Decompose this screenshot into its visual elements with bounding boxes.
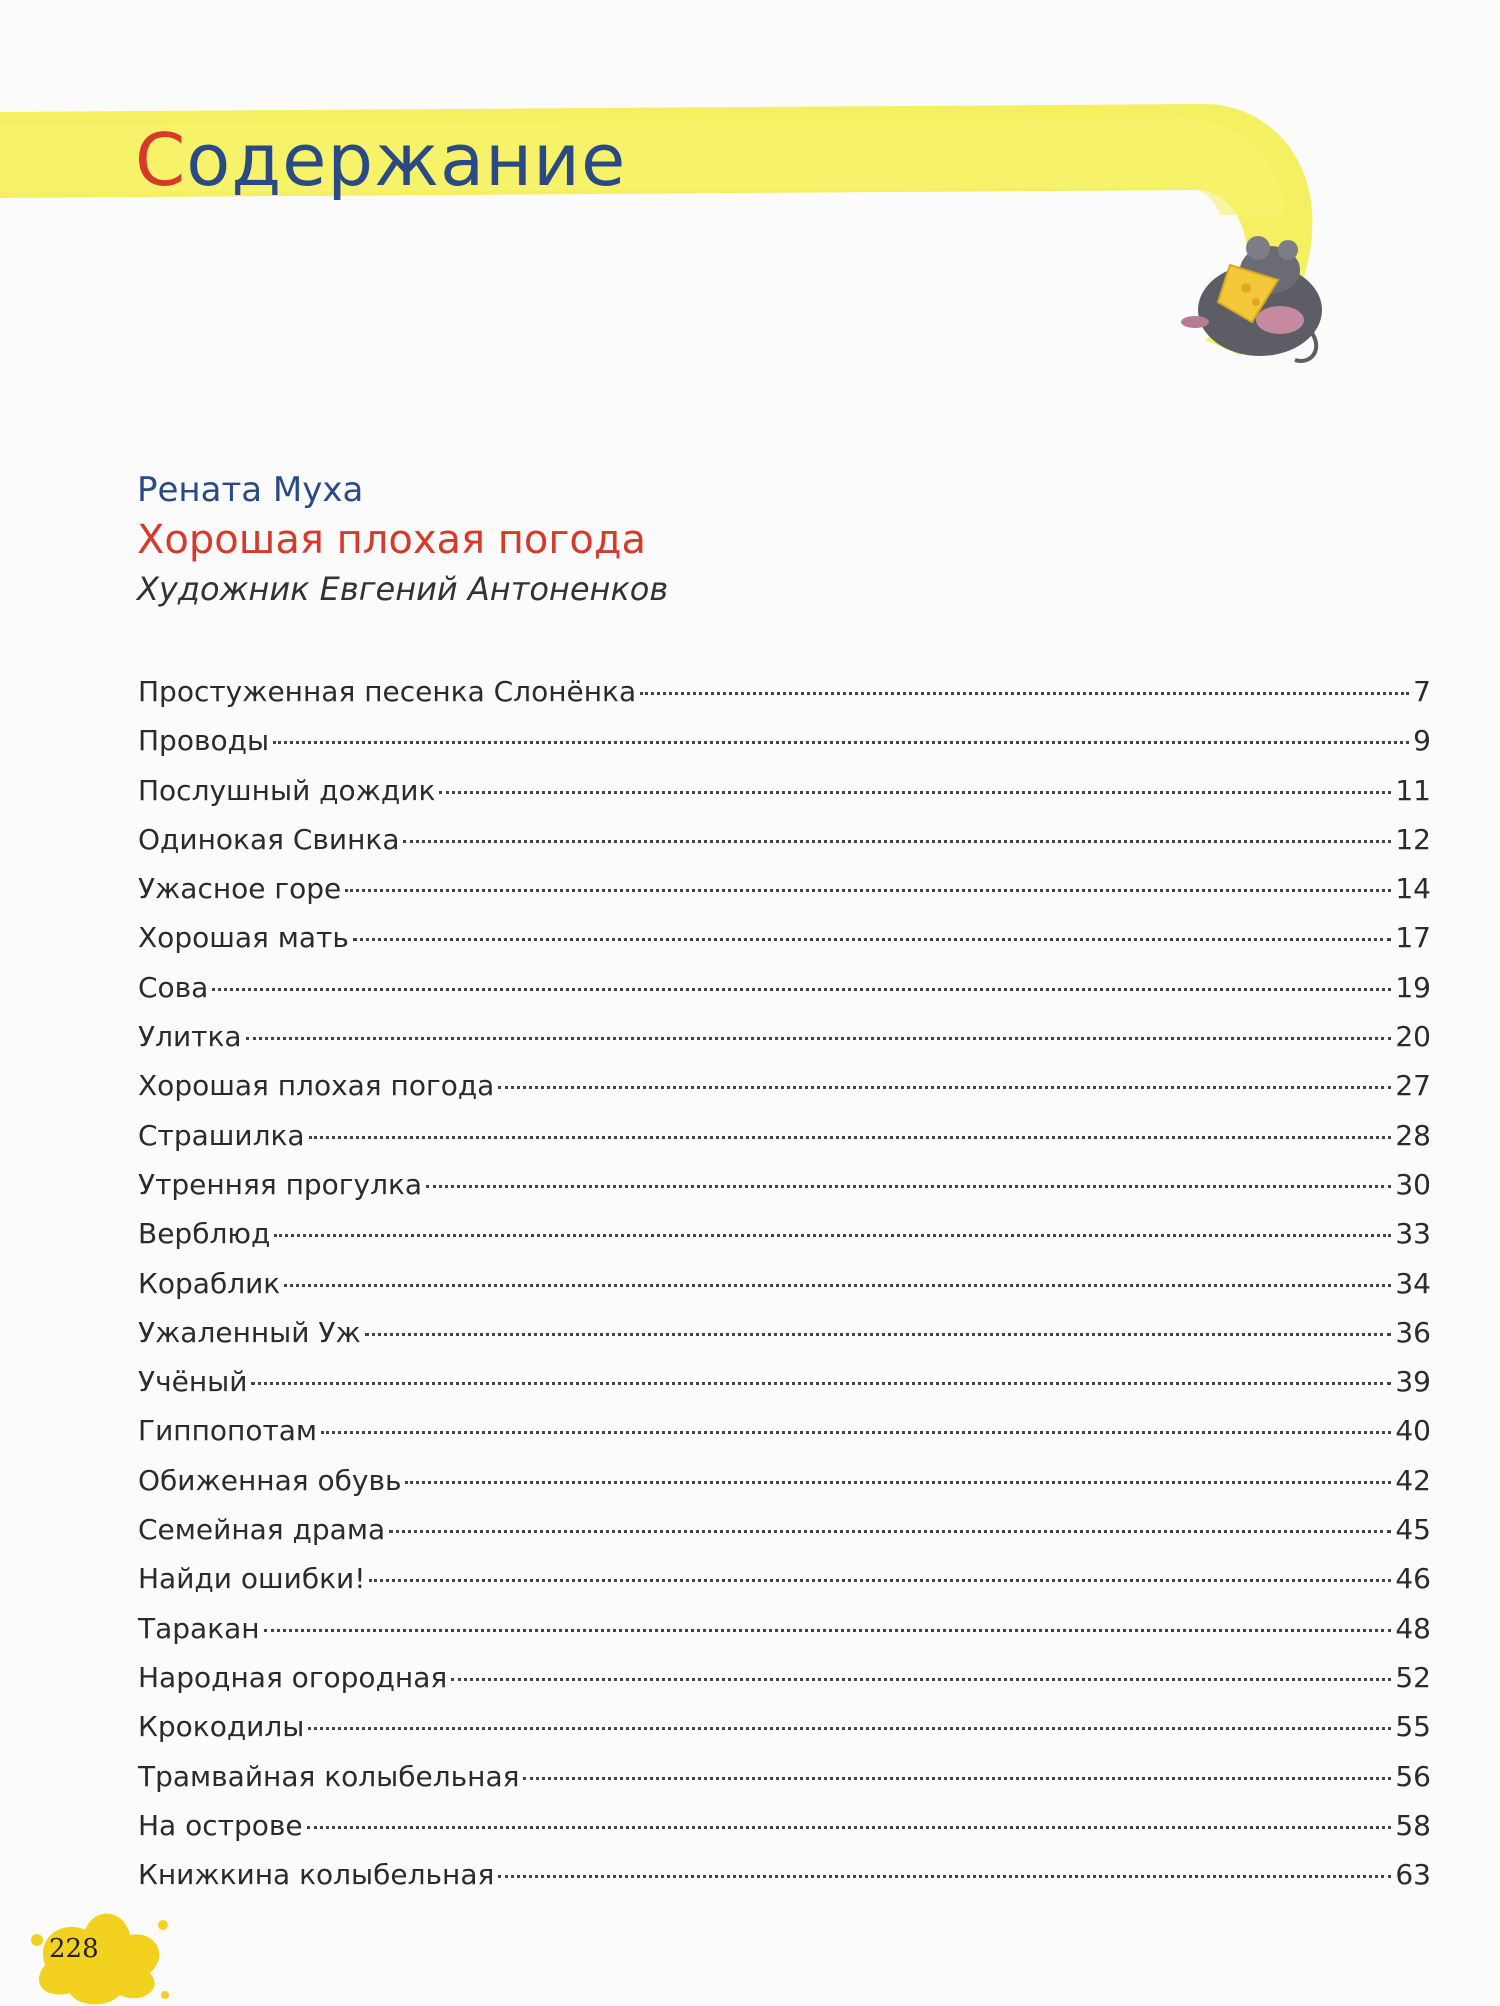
toc-row: [138, 774, 1431, 823]
toc-row: [138, 724, 1431, 773]
toc-row: [138, 1365, 1431, 1414]
toc-row: [138, 823, 1431, 872]
toc-row: [138, 971, 1431, 1020]
toc-entry-page: 19: [1395, 970, 1431, 1004]
toc-dot-leader: [369, 1579, 1391, 1582]
toc-row: [138, 1513, 1431, 1562]
toc-entry-page: 34: [1395, 1266, 1431, 1300]
toc-dot-leader: [498, 1086, 1391, 1089]
toc-entry-title: Проводы: [138, 724, 270, 758]
toc-entry-page: 12: [1395, 822, 1431, 856]
toc-row: [138, 1661, 1431, 1710]
toc-dot-leader: [498, 1875, 1391, 1878]
page-number: 228: [49, 1934, 99, 1964]
toc-dot-leader: [640, 692, 1409, 695]
toc-row: [138, 1612, 1431, 1661]
toc-row: [138, 1710, 1431, 1759]
page-title: [135, 118, 626, 202]
table-of-contents: [138, 675, 1431, 1907]
toc-entry-title: Книжкина колыбельная: [138, 1858, 495, 1892]
toc-dot-leader: [523, 1777, 1391, 1780]
toc-entry-page: 17: [1395, 921, 1431, 955]
toc-entry-title: Найди ошибки!: [138, 1562, 366, 1596]
toc-entry-page: 20: [1395, 1020, 1431, 1054]
toc-row: [138, 1316, 1431, 1365]
toc-entry-title: Крокодилы: [138, 1710, 305, 1744]
toc-entry-page: 7: [1413, 675, 1431, 708]
toc-entry-page: 48: [1395, 1611, 1431, 1645]
yellow-paint-splat: [25, 1895, 175, 2006]
toc-entry-page: 42: [1395, 1463, 1431, 1497]
toc-entry-page: 52: [1395, 1660, 1431, 1694]
toc-entry-page: 46: [1395, 1562, 1431, 1596]
toc-dot-leader: [439, 791, 1391, 794]
toc-entry-page: 40: [1395, 1414, 1431, 1448]
toc-dot-leader: [389, 1530, 1391, 1533]
toc-dot-leader: [451, 1678, 1391, 1681]
toc-entry-page: 27: [1395, 1069, 1431, 1103]
toc-row: [138, 1760, 1431, 1809]
toc-row: [138, 1119, 1431, 1168]
toc-entry-page: 56: [1395, 1759, 1431, 1793]
toc-dot-leader: [212, 988, 1391, 991]
toc-entry-page: 14: [1395, 872, 1431, 906]
toc-entry-title: Утренняя прогулка: [138, 1167, 423, 1201]
toc-entry-title: Семейная драма: [138, 1513, 386, 1547]
toc-row: [138, 1414, 1431, 1463]
toc-entry-page: 36: [1395, 1315, 1431, 1349]
toc-dot-leader: [273, 741, 1409, 744]
toc-entry-title: Ужаленный Уж: [138, 1315, 361, 1349]
toc-dot-leader: [284, 1284, 1391, 1287]
toc-dot-leader: [308, 1727, 1391, 1730]
book-title: Хорошая плохая погода: [137, 517, 647, 563]
toc-entry-page: 9: [1413, 724, 1431, 758]
toc-entry-title: Хорошая мать: [138, 921, 349, 955]
toc-entry-title: Ужасное горе: [138, 872, 342, 906]
toc-entry-title: Страшилка: [138, 1118, 305, 1152]
toc-row: [138, 1168, 1431, 1217]
toc-entry-title: Улитка: [138, 1020, 242, 1054]
toc-entry-title: На острове: [138, 1808, 303, 1842]
mouse-with-cheese-illustration: [1160, 210, 1330, 370]
toc-entry-title: Хорошая плохая погода: [138, 1069, 495, 1103]
toc-dot-leader: [353, 938, 1392, 941]
toc-entry-title: Трамвайная колыбельная: [138, 1759, 520, 1793]
toc-dot-leader: [426, 1185, 1391, 1188]
toc-dot-leader: [246, 1037, 1392, 1040]
toc-entry-page: 39: [1395, 1365, 1431, 1399]
toc-row: [138, 1267, 1431, 1316]
toc-entry-page: 11: [1395, 773, 1431, 807]
toc-entry-title: Кораблик: [138, 1266, 281, 1300]
toc-dot-leader: [405, 1481, 1391, 1484]
title-rest: одержание: [186, 118, 627, 202]
title-first-letter: С: [135, 118, 187, 202]
toc-row: [138, 1217, 1431, 1266]
toc-entry-title: Простуженная песенка Слонёнка: [138, 675, 637, 708]
toc-entry-title: Таракан: [138, 1611, 260, 1645]
toc-row: [138, 921, 1431, 970]
toc-row: [138, 872, 1431, 921]
toc-dot-leader: [321, 1431, 1391, 1434]
toc-row: [138, 1069, 1431, 1118]
toc-dot-leader: [345, 889, 1391, 892]
toc-entry-title: Верблюд: [138, 1217, 271, 1251]
toc-dot-leader: [264, 1629, 1392, 1632]
toc-row: [138, 1464, 1431, 1513]
toc-entry-page: 30: [1395, 1167, 1431, 1201]
toc-entry-title: Учёный: [138, 1365, 248, 1399]
toc-entry-page: 63: [1395, 1858, 1431, 1892]
toc-row: [138, 1858, 1431, 1907]
toc-dot-leader: [309, 1136, 1392, 1139]
toc-dot-leader: [307, 1826, 1392, 1829]
toc-entry-title: Гиппопотам: [138, 1414, 318, 1448]
illustrator-credit: Художник Евгений Антоненков: [137, 570, 669, 608]
author-name: Рената Муха: [137, 470, 364, 510]
toc-entry-page: 28: [1395, 1118, 1431, 1152]
toc-entry-title: Народная огородная: [138, 1660, 448, 1694]
toc-row: [138, 1562, 1431, 1611]
toc-row: [138, 675, 1431, 724]
toc-entry-title: Послушный дождик: [138, 773, 436, 807]
toc-dot-leader: [274, 1234, 1391, 1237]
toc-entry-page: 55: [1395, 1710, 1431, 1744]
toc-row: [138, 1020, 1431, 1069]
toc-entry-title: Сова: [138, 970, 209, 1004]
toc-entry-title: Обиженная обувь: [138, 1463, 402, 1497]
toc-entry-page: 45: [1395, 1513, 1431, 1547]
toc-dot-leader: [403, 840, 1391, 843]
toc-entry-page: 58: [1395, 1808, 1431, 1842]
toc-dot-leader: [251, 1382, 1391, 1385]
toc-row: [138, 1809, 1431, 1858]
toc-entry-title: Одинокая Свинка: [138, 822, 400, 856]
toc-entry-page: 33: [1395, 1217, 1431, 1251]
toc-dot-leader: [365, 1333, 1392, 1336]
